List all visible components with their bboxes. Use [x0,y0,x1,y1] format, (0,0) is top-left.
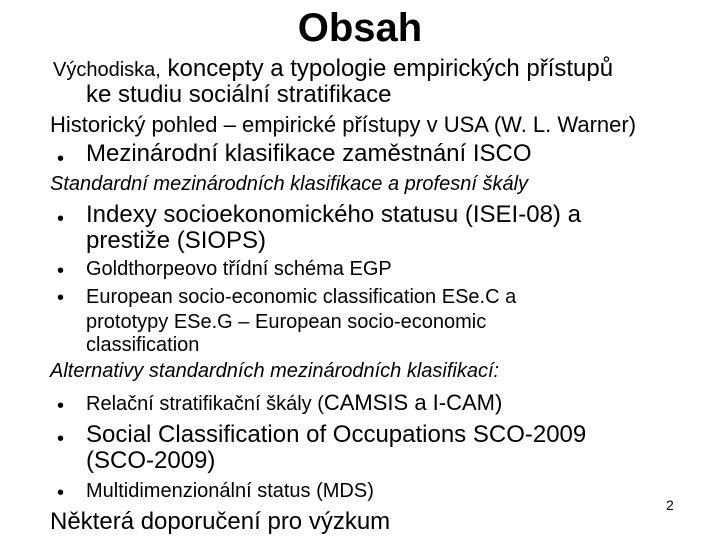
bullet-icon: • [57,395,65,417]
line-esec: European socio-economic classification ESe.C a [86,286,517,308]
bullet-icon: • [57,260,65,282]
line-egp: Goldthorpeovo třídní schéma EGP [86,258,392,280]
line-stratifikace: ke studiu sociální stratifikace [86,81,392,108]
line-isco: Mezinárodní klasifikace zaměstnání ISCO [86,140,532,167]
line-sco-paren: (SCO-2009) [86,447,216,474]
bullet-icon: • [57,208,65,230]
bullet-icon: • [57,482,65,504]
line-classification: classification [86,334,200,356]
slide-title: Obsah [297,6,423,50]
line-eseg: prototypy ESe.G – European socio-economic [86,311,487,333]
line-siops: prestiže (SIOPS) [86,227,267,254]
page-number: 2 [666,497,674,513]
line-doporuceni: Některá doporučení pro výzkum [50,508,391,535]
line-camsis-part-a: Relační stratifikační škály ( [86,393,324,415]
line-vychodiska-part-a: Východiska, [53,59,161,81]
line-vychodiska-part-b: koncepty a typologie empirických přístupů [160,55,614,82]
line-isei: Indexy socioekonomického statusu (ISEI-08) a [86,201,581,228]
bullet-icon: • [57,428,65,450]
bullet-icon: • [57,287,65,309]
line-mds: Multidimenzionální status (MDS) [86,480,374,502]
line-sco: Social Classification of Occupations SCO-2009 [86,421,587,448]
line-historicky: Historický pohled – empirické přístupy v USA (W. L. Warner) [50,112,637,137]
line-alternativy: Alternativy standardních mezinárodních klasifikací: [50,360,500,382]
line-camsis-part-b: CAMSIS a I-CAM) [323,390,503,415]
bullet-icon: • [57,148,65,170]
line-standardni: Standardní mezinárodních klasifikace a profesní škály [50,173,529,195]
line-vychodiska [53,57,613,81]
line-camsis [86,392,502,414]
